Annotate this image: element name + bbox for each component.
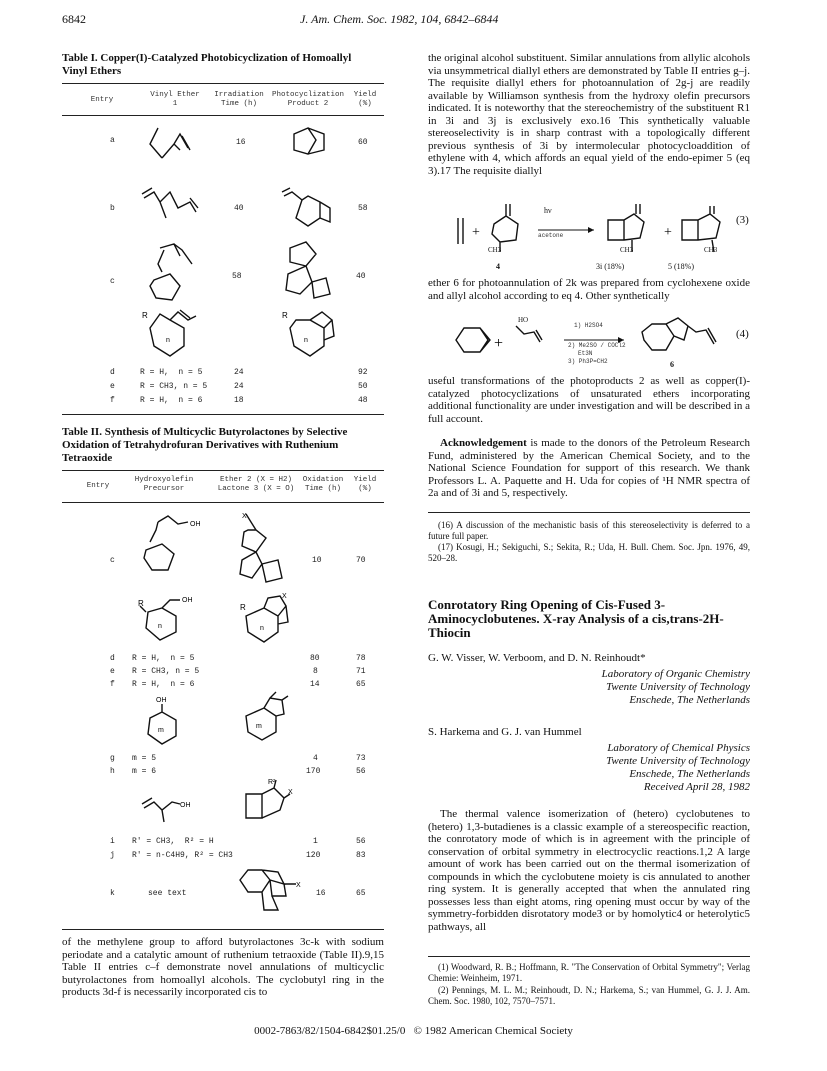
- table1-header-vinyl: Vinyl Ether 1: [150, 91, 200, 108]
- table2-top-rule: [62, 470, 384, 471]
- table2-header-entry: Entry: [86, 482, 110, 490]
- svg-text:R²: R²: [268, 779, 276, 786]
- table2-entry-f: f: [110, 680, 115, 689]
- eq4-reagent-1: 1) H2SO4: [574, 322, 603, 329]
- table1-r-e: R = CH3, n = 5: [140, 382, 208, 391]
- structure-precursor-c: [140, 512, 200, 578]
- table2-entry-i: i: [110, 837, 115, 846]
- table1-entry-b: b: [110, 204, 115, 213]
- table2-entry-g: g: [110, 754, 115, 763]
- table1-caption: Table I. Copper(I)-Catalyzed Photobicyclization of Homoallyl Vinyl Ethers: [62, 52, 352, 77]
- structure-vinyl-ether-a: [140, 120, 200, 168]
- svg-text:+: +: [472, 225, 480, 240]
- svg-text:OH: OH: [180, 802, 191, 809]
- table1-entry-d: d: [110, 368, 115, 377]
- table2-r-f: R = H, n = 6: [132, 680, 195, 689]
- footnote-rule-bottom: [428, 956, 750, 957]
- affil1-line3: Enschede, The Netherlands: [629, 694, 750, 706]
- svg-text:X: X: [288, 789, 293, 796]
- footnote-rule-top: [428, 512, 750, 513]
- eq3-label-3i: 3i (18%): [596, 262, 625, 271]
- table2-time-d: 80: [310, 654, 320, 663]
- table1-header-product: Photocyclization Product 2: [272, 91, 345, 108]
- table1-top-rule: [62, 83, 384, 84]
- table2-r-k: see text: [148, 889, 187, 898]
- structure-product-c: [276, 238, 342, 312]
- svg-text:R: R: [282, 311, 288, 320]
- svg-text:n: n: [158, 623, 162, 630]
- svg-text:+: +: [664, 225, 672, 240]
- table2-yield-d: 78: [356, 654, 366, 663]
- table1-time-d: 24: [234, 368, 244, 377]
- eq3-label-5: 5 (18%): [668, 262, 694, 271]
- footnote-16: (16) A discussion of the mechanistic basis of this stereoselectivity is deferred to a future full paper.: [428, 520, 750, 541]
- eq4-ho: HO: [518, 316, 529, 324]
- table2-time-e: 8: [313, 667, 318, 676]
- acknowledgement: [428, 437, 750, 500]
- table2-yield-e: 71: [356, 667, 366, 676]
- table2-yield-i: 56: [356, 837, 366, 846]
- structure-lactone-k: [234, 862, 312, 920]
- page-number: 6842: [62, 12, 86, 26]
- table2-time-g: 4: [313, 754, 318, 763]
- table1-time-f: 18: [234, 396, 244, 405]
- table2-entry-k: k: [110, 889, 115, 898]
- table1-header-yield: Yield (%): [353, 91, 377, 108]
- page-footer: 0002-7863/82/1504-6842$01.25/0 © 1982 American Chemical Society: [254, 1025, 573, 1037]
- table1-entry-a: a: [110, 136, 115, 145]
- table2-entry-c: c: [110, 556, 115, 565]
- received-date: Received April 28, 1982: [643, 781, 750, 793]
- svg-text:X: X: [242, 513, 247, 520]
- eq4-reagent-2: 2) Me2SO / COCl2: [568, 342, 626, 349]
- eq4-number: (4): [736, 328, 749, 340]
- right-body-text-mid: ether 6 for photoannulation of 2k was prepared from cyclohexene oxide and allyl alcohol according to eq 4. Other synthetically: [428, 277, 750, 302]
- article-body: The thermal valence isomerization of (hetero) cyclobutenes to (hetero) 1,3-butadienes is a classic example of a stereospecific reaction, the conrotatory mode of which is in agreement with the principle of conservation of orbital symmetry in electrocyclic reactions.1,2 A large amount of work has been carried out on the thermal isomerization of compounds in which the cyclobutene moiety is cis annulated to another ring system. It is generally accepted that when the annulated ring possesses less than eight atoms, ring opening must occur by way of the symmetry-forbidden disrotatory mode3 or by homolytic4 or heterolytic5 pathways, all: [428, 808, 750, 933]
- table2-header-ether: Ether 2 (X = H2) Lactone 3 (X = O): [217, 476, 295, 493]
- table2-r-d: R = H, n = 5: [132, 654, 195, 663]
- eq3-ch3-a: CH3: [488, 246, 502, 254]
- table1-yield-f: 48: [358, 396, 368, 405]
- table1-r-f: R = H, n = 6: [140, 396, 203, 405]
- svg-text:OH: OH: [156, 697, 167, 704]
- table1-time-c: 58: [232, 272, 242, 281]
- right-body-text-top: the original alcohol substituent. Similar annulations from allylic alcohols via unsymmetrical diallyl ethers are demonstrated by Table II entries g–j. The requisite diallyl ethers for photoannulation of 2g-j are readily available by Williamson synthesis from the hydroxy olefin precursors indicated. It is noteworthy that the stereochemistry of the substituent R1 in 3i and 3j is exclusively exo.16 This synthetically valuable stereoselectivity is in sharp contrast with a topologically different previous synthesis of 3i by intermolecular photocycloaddition of ethylene with 4, which affords an equal yield of the endo-epimer 5 (eq 3).17 The requisite diallyl: [428, 52, 750, 177]
- acknowledgement-lead: Acknowledgement: [440, 437, 527, 449]
- article-affiliation-1: [428, 668, 750, 707]
- acknowledgement-text: is made to the donors of the Petroleum Research Fund, administered by the American Chemical Society, and to the National Science Foundation for support of this research. We thank Professors L. A. Paquette and H. Uda for copies of ¹H NMR spectra of 2a and of 3i and 5, respectively.: [428, 437, 750, 499]
- table2-header-rule: [62, 502, 384, 503]
- footnote-1: (1) Woodward, R. B.; Hoffmann, R. "The Conservation of Orbital Symmetry"; Verlag Chemie: Weinheim, 1971.: [428, 962, 750, 983]
- table1-entry-e: e: [110, 382, 115, 391]
- table1-bottom-rule: [62, 414, 384, 415]
- footnote-2: (2) Pennings, M. L. M.; Reinhoudt, D. N.; Harkema, S.; van Hummel, G. J. J. Am. Chem. Soc. 1980, 102, 7570–7571.: [428, 985, 750, 1006]
- table1-yield-a: 60: [358, 138, 368, 147]
- table2-yield-j: 83: [356, 851, 366, 860]
- structure-lactone-c: [232, 508, 292, 600]
- table1-yield-e: 50: [358, 382, 368, 391]
- svg-text:n: n: [260, 625, 264, 632]
- eq3-arrow-top: hν: [544, 206, 552, 215]
- table1-r-d: R = H, n = 5: [140, 368, 203, 377]
- structure-vinyl-ether-def: [140, 306, 210, 364]
- table2-r-g: m = 5: [132, 754, 157, 763]
- article-title: Conrotatory Ring Opening of Cis-Fused 3-Aminocyclobutenes. X-ray Analysis of a cis,trans-2H-Thiocin: [428, 597, 724, 640]
- structure-product-a: [284, 120, 334, 168]
- table2-yield-h: 56: [356, 767, 366, 776]
- table1-yield-d: 92: [358, 368, 368, 377]
- table2-r-i: R' = CH3, R² = H: [132, 837, 214, 846]
- table2-entry-j: j: [110, 851, 115, 860]
- table1-entry-f: f: [110, 396, 115, 405]
- table2-yield-c: 70: [356, 556, 366, 565]
- affil1-line1: Laboratory of Organic Chemistry: [601, 668, 750, 680]
- eq4-reagent-4: 3) Ph3P=CH2: [568, 358, 608, 365]
- svg-text:m: m: [158, 727, 164, 734]
- table2-time-c: 10: [312, 556, 322, 565]
- svg-text:+: +: [494, 335, 504, 352]
- table2-time-i: 1: [313, 837, 318, 846]
- table1-time-b: 40: [234, 204, 244, 213]
- svg-text:R: R: [240, 603, 246, 612]
- structure-lactone-def: [236, 590, 296, 654]
- article-authors-1: G. W. Visser, W. Verboom, and D. N. Reinhoudt*: [428, 652, 646, 664]
- svg-text:n: n: [166, 337, 170, 344]
- structure-precursor-gh: [138, 694, 198, 750]
- table2-time-j: 120: [306, 851, 321, 860]
- svg-text:m: m: [256, 723, 262, 730]
- eq3-number: (3): [736, 214, 749, 226]
- journal-header: J. Am. Chem. Soc. 1982, 104, 6842–6844: [300, 12, 499, 26]
- table2-r-e: R = CH3, n = 5: [132, 667, 200, 676]
- table2-bottom-rule: [62, 929, 384, 930]
- table1-time-e: 24: [234, 382, 244, 391]
- table2-r-h: m = 6: [132, 767, 157, 776]
- structure-precursor-ij: [138, 790, 198, 830]
- article-authors-2: S. Harkema and G. J. van Hummel: [428, 726, 582, 738]
- footnote-17: (17) Kosugi, H.; Sekiguchi, S.; Sekita, R.; Uda, H. Bull. Chem. Soc. Jpn. 1976, 49, 520–28.: [428, 542, 750, 563]
- left-body-text: of the methylene group to afford butyrolactones 3c-k with sodium periodate and a catalytic amount of ruthenium tetraoxide (Table II).9,15 Table II entries c–f demonstrate novel annulations of multicyclic butyrolactones from homoallyl alcohols. The cyclobutyl ring in the products 3d-f is necessarily incorporated cis to: [62, 936, 384, 998]
- structure-precursor-def: [136, 592, 206, 650]
- eq3-ch3-c: CH3: [704, 246, 718, 254]
- table1-header-rule: [62, 115, 384, 116]
- svg-text:R: R: [142, 311, 148, 320]
- table2-time-h: 170: [306, 767, 321, 776]
- structure-vinyl-ether-c: [140, 240, 206, 312]
- table2-header-time: Oxidation Time (h): [302, 476, 344, 493]
- table2-entry-e: e: [110, 667, 115, 676]
- structure-vinyl-ether-b: [138, 178, 208, 236]
- table1-yield-c: 40: [356, 272, 366, 281]
- table2-entry-h: h: [110, 767, 115, 776]
- structure-product-def: [280, 306, 340, 364]
- table2-entry-d: d: [110, 654, 115, 663]
- table2-yield-f: 65: [356, 680, 366, 689]
- affil2-line1: Laboratory of Chemical Physics: [607, 742, 750, 754]
- svg-text:X: X: [296, 882, 301, 889]
- svg-text:OH: OH: [182, 597, 193, 604]
- structure-lactone-gh: [236, 690, 296, 748]
- svg-text:X: X: [282, 593, 287, 600]
- table1-time-a: 16: [236, 138, 246, 147]
- table2-time-k: 16: [316, 889, 326, 898]
- article-affiliation-2: [428, 742, 750, 794]
- table2-yield-g: 73: [356, 754, 366, 763]
- svg-text:R: R: [138, 599, 144, 608]
- structure-product-b: [278, 178, 338, 236]
- table1-entry-c: c: [110, 277, 115, 286]
- affil2-line2: Twente University of Technology: [606, 755, 750, 767]
- eq3-ch3-b: CH3: [620, 246, 634, 254]
- table2-time-f: 14: [310, 680, 320, 689]
- svg-text:OH: OH: [190, 521, 200, 528]
- eq3-arrow-bottom: acetone: [538, 232, 564, 239]
- table2-header-precursor: Hydroxyolefin Precursor: [134, 476, 194, 493]
- equation-3: [428, 200, 750, 274]
- svg-text:n: n: [304, 337, 308, 344]
- right-body-text-after-eq4: useful transformations of the photoproducts 2 as well as copper(I)-catalyzed photocyclizations of unsaturated ethers incorporating additional functionality are under investigation and will be described in a full account.: [428, 375, 750, 425]
- table1-header-entry: Entry: [90, 96, 114, 104]
- table2-yield-k: 65: [356, 889, 366, 898]
- affil2-line3: Enschede, The Netherlands: [629, 768, 750, 780]
- eq4-reagent-3: Et3N: [578, 350, 593, 357]
- table1-header-time: Irradiation Time (h): [214, 91, 264, 108]
- structure-lactone-ij: [240, 776, 300, 834]
- affil1-line2: Twente University of Technology: [606, 681, 750, 693]
- table2-header-yield: Yield (%): [353, 476, 377, 493]
- table1-yield-b: 58: [358, 204, 368, 213]
- eq3-label-4: 4: [496, 262, 500, 271]
- table2-r-j: R' = n-C4H9, R² = CH3: [132, 851, 233, 860]
- table2-caption: Table II. Synthesis of Multicyclic Butyrolactones by Selective Oxidation of Tetrahydrofuran Derivatives with Ruthenium Tetraoxide: [62, 426, 348, 464]
- eq4-label-6: 6: [670, 360, 674, 369]
